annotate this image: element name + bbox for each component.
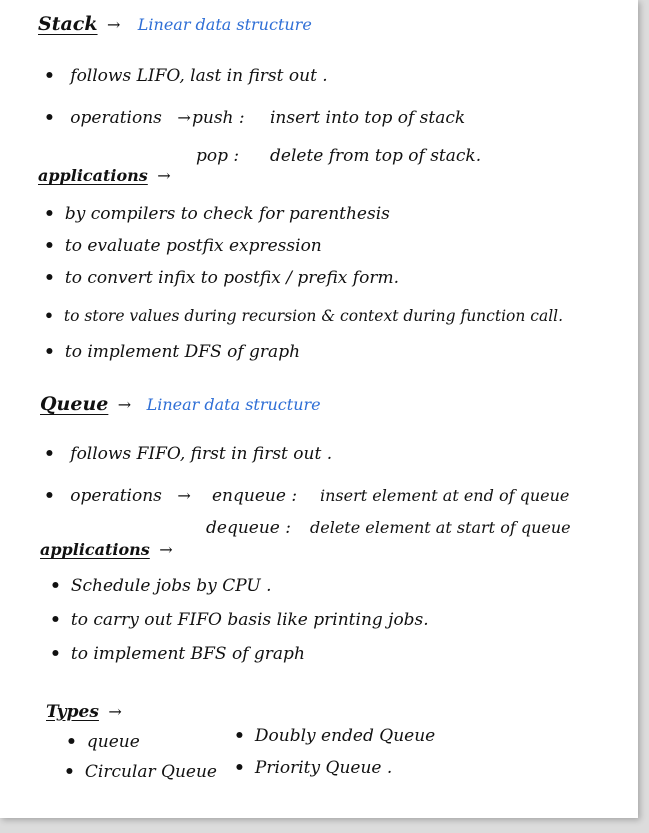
queue-description: Linear data structure — [146, 395, 321, 414]
stack-app-text: to implement DFS of graph — [64, 342, 301, 362]
type-item — [66, 732, 140, 752]
bullet-icon: • — [234, 726, 245, 746]
queue-operations-label: operations — [70, 486, 162, 506]
queue-applications-title: applications — [40, 540, 150, 559]
type-item — [234, 758, 392, 778]
type-item — [64, 762, 217, 782]
stack-app-text: to store values during recursion & context during function call. — [63, 307, 564, 325]
bullet-icon: • — [50, 644, 61, 664]
stack-follows-line — [44, 66, 328, 86]
queue-app-text: to carry out FIFO basis like printing jobs. — [70, 610, 429, 630]
stack-operations-label: operations — [70, 108, 162, 128]
stack-app-item — [44, 204, 390, 224]
type-item-text: queue — [86, 732, 140, 752]
queue-app-text: Schedule jobs by CPU . — [70, 576, 272, 596]
stack-operations-line — [44, 108, 191, 128]
queue-follows-text: follows FIFO, first in first out . — [70, 444, 333, 464]
stack-pop-desc: delete from top of stack. — [270, 146, 482, 166]
bullet-icon: • — [64, 762, 75, 782]
stack-app-item — [44, 342, 300, 362]
bullet-icon: • — [44, 486, 55, 506]
bullet-icon: • — [44, 236, 55, 256]
stack-push-label: push : — [192, 108, 245, 128]
arrow-icon: → — [106, 15, 121, 34]
stack-app-item — [44, 306, 563, 326]
stack-push-desc: insert into top of stack — [270, 108, 466, 128]
queue-heading-row — [40, 394, 321, 415]
bullet-icon: • — [44, 306, 54, 325]
queue-follows-line — [44, 444, 332, 464]
queue-app-item — [50, 644, 305, 664]
bullet-icon: • — [44, 108, 55, 128]
queue-operations-line — [44, 486, 191, 506]
queue-enqueue-label: enqueue : — [212, 486, 298, 506]
type-item — [234, 726, 435, 746]
stack-app-text: by compilers to check for parenthesis — [64, 204, 390, 224]
bullet-icon: • — [44, 342, 55, 362]
bullet-icon: • — [44, 444, 55, 464]
queue-title: Queue — [40, 393, 109, 415]
stack-applications-heading — [38, 166, 171, 186]
queue-dequeue-label: dequeue : — [206, 518, 291, 538]
queue-app-text: to implement BFS of graph — [70, 644, 305, 664]
types-title: Types — [46, 702, 99, 722]
stack-description: Linear data structure — [137, 15, 312, 34]
stack-pop-label: pop : — [196, 146, 240, 166]
bullet-icon: • — [50, 576, 61, 596]
stack-follows-text: follows LIFO, last in first out . — [70, 66, 328, 86]
stack-app-item — [44, 236, 322, 256]
stack-app-item — [44, 268, 399, 288]
stack-title: Stack — [38, 13, 98, 35]
stack-app-text: to evaluate postfix expression — [64, 236, 322, 256]
stack-applications-title: applications — [38, 166, 148, 185]
type-item-text: Priority Queue . — [254, 758, 393, 778]
type-item-text: Circular Queue — [84, 762, 217, 782]
type-item-text: Doubly ended Queue — [254, 726, 436, 746]
arrow-icon: → — [159, 540, 173, 559]
queue-app-item — [50, 576, 271, 596]
bullet-icon: • — [50, 610, 61, 630]
bullet-icon: • — [234, 758, 245, 778]
arrow-icon: → — [117, 395, 132, 414]
queue-enqueue-desc: insert element at end of queue — [320, 486, 570, 505]
queue-applications-heading — [40, 540, 173, 560]
queue-dequeue-desc: delete element at start of queue — [310, 518, 571, 537]
arrow-icon: → — [108, 702, 122, 721]
bullet-icon: • — [44, 204, 55, 224]
bullet-icon: • — [44, 66, 55, 86]
types-heading-row — [46, 702, 122, 722]
bullet-icon: • — [44, 268, 55, 288]
queue-app-item — [50, 610, 429, 630]
stack-app-text: to convert infix to postfix / prefix form. — [64, 268, 399, 288]
arrow-icon: → — [177, 486, 191, 505]
bullet-icon: • — [66, 732, 77, 752]
stack-heading-row — [38, 14, 312, 35]
arrow-icon: → — [177, 108, 191, 127]
arrow-icon: → — [157, 166, 171, 185]
